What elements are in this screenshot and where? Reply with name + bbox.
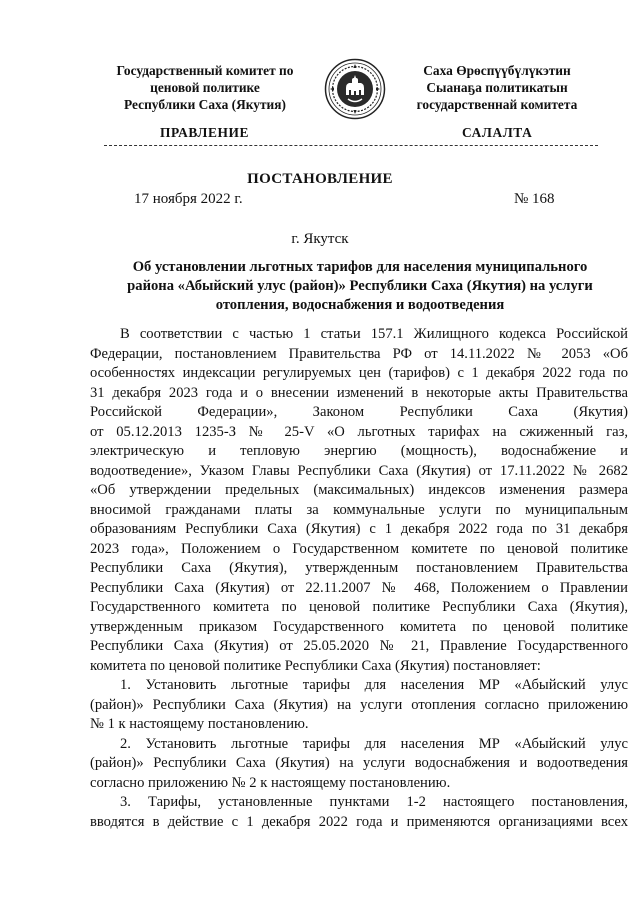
body-line: Республики Саха (Якутия) от 22.11.2007 № 468, Положением о Правлении xyxy=(90,579,628,596)
body-line: Государственного комитета по ценовой политике Республики Саха (Якутия), xyxy=(90,599,628,615)
body-line: электрическую и тепловую энергию (мощность), водоснабжение и xyxy=(90,443,628,459)
subject-line: отопления, водоснабжения и водоотведения xyxy=(215,297,505,313)
body-line: комитета по ценовой политике Республики Саха (Якутия) постановляет: xyxy=(90,657,541,674)
body-line: (район)» Республики Саха (Якутия) на услуги водоснабжения и водоотведения xyxy=(90,755,628,771)
body-line: В соответствии с частью 1 статьи 157.1 Жилищного кодекса Российской xyxy=(120,326,628,342)
body-line: 2023 года», Положением о Государственном комитете по ценовой политике xyxy=(90,540,628,557)
body-line: 2. Установить льготные тарифы для населения МР «Абыйский улус xyxy=(120,735,628,752)
header-left-org xyxy=(96,62,314,113)
header-right-line: государственнай комитета xyxy=(416,97,578,112)
header-right-line: Сыанаҕа политикатын xyxy=(426,80,568,95)
body-line: от 05.12.2013 1235-З № 25-V «О льготных тарифах на сжиженный газ, xyxy=(90,423,628,440)
decree-title: ПОСТАНОВЛЕНИЕ xyxy=(247,171,393,187)
body-line: «Об утверждении предельных (максимальных) индексов изменения размера xyxy=(90,482,628,498)
header-right-org xyxy=(397,62,597,113)
decree-date: 17 ноября 2022 г. xyxy=(134,191,243,207)
body-line: Российской Федерации», Законом Республики Саха (Якутия) xyxy=(90,404,628,420)
body-line: 31 декабря 2023 года и о внесении изменений в некоторые акты Правительства xyxy=(90,384,628,401)
body-line: утвержденным приказом Государственного комитета по ценовой политике xyxy=(90,618,628,635)
decree-number: № 168 xyxy=(514,191,555,207)
subject-line: Об установлении льготных тарифов для населения муниципального xyxy=(132,259,588,275)
body-line: Федерации, постановлением Правительства РФ от 14.11.2022 № 2053 «Об xyxy=(90,345,628,362)
sakha-coat-of-arms-icon xyxy=(324,58,386,120)
body-line: образованиям Республики Саха (Якутия) с 1 декабря 2022 года по 31 декабря xyxy=(90,521,628,537)
body-line: согласно приложению № 2 к настоящему постановлению. xyxy=(90,774,451,791)
decree-city: г. Якутск xyxy=(291,231,349,247)
body-line: водоотведение», Указом Главы Республики Саха (Якутия) от 17.11.2022 № 2682 xyxy=(90,462,628,479)
header-right-dept: САЛАЛТА xyxy=(462,125,533,140)
decree-subject xyxy=(96,258,624,315)
header-left-line: ценовой политике xyxy=(150,80,260,95)
header-left-dept: ПРАВЛЕНИЕ xyxy=(160,125,250,140)
header-left-line: Государственный комитет по xyxy=(116,63,294,78)
decree-body xyxy=(90,325,628,832)
body-line: № 1 к настоящему постановлению. xyxy=(90,716,309,732)
body-line: особенностях индексации регулируемых цен (тарифов) с 1 декабря 2022 года по xyxy=(90,365,628,381)
body-line: 3. Тарифы, установленные пунктами 1-2 настоящего постановления, xyxy=(120,794,628,810)
subject-line: района «Абыйский улус (район)» Республики Саха (Якутия) на услуги xyxy=(127,278,593,294)
header-divider xyxy=(104,145,598,146)
body-line: 1. Установить льготные тарифы для населения МР «Абыйский улус xyxy=(120,677,628,693)
body-line: Республики Саха (Якутия), утвержденным постановлением Правительства xyxy=(90,560,628,576)
header-right-line: Саха Өрөспүүбүлүкэтин xyxy=(423,63,571,78)
body-line: Республики Саха (Якутия) от 25.05.2020 № 21, Правление Государственного xyxy=(90,638,628,654)
body-line: вносимой гражданами платы за коммунальные услуги по муниципальным xyxy=(90,501,628,518)
body-line: (район)» Республики Саха (Якутия) на услуги отопления согласно приложению xyxy=(90,696,628,713)
body-line: вводятся в действие с 1 декабря 2022 года и применяются организациями всех xyxy=(90,813,628,830)
header-left-line: Республики Саха (Якутия) xyxy=(124,97,286,112)
